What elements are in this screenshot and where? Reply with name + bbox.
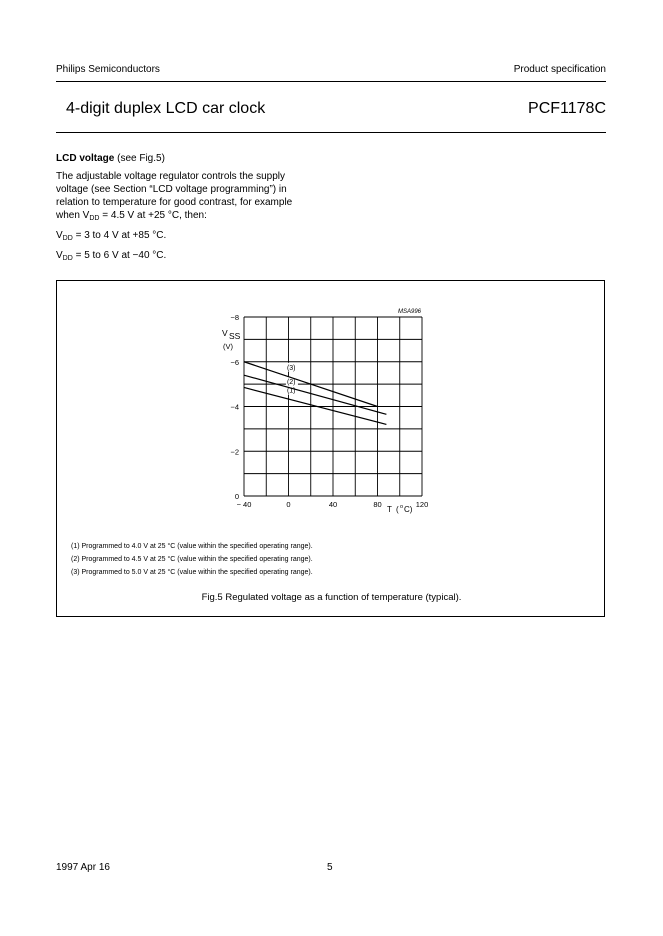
figure-caption: Fig.5 Regulated voltage as a function of temperature (typical).: [201, 592, 462, 603]
vdd-subscript: DD: [62, 235, 73, 242]
series-label: (3): [286, 364, 296, 372]
series-label: (1): [286, 387, 296, 395]
vdd-symbol: V: [56, 230, 63, 241]
section-heading-ref: (see Fig.5): [114, 153, 165, 164]
x-tick-label: 40: [328, 500, 338, 509]
vdd-symbol: V: [56, 250, 63, 261]
series-label: (2): [286, 378, 296, 386]
x-axis-label-degree: o: [400, 504, 404, 510]
y-tick-label: −4: [230, 402, 239, 412]
x-tick-label: 0: [286, 500, 291, 509]
x-axis-label-unit: C): [404, 505, 413, 514]
figure-code: MSA996: [398, 309, 422, 315]
vdd-subscript: DD: [89, 215, 100, 222]
chart-grid: [244, 317, 422, 496]
x-axis-label-symbol: T: [387, 505, 392, 514]
y-axis-label-symbol: V: [222, 328, 228, 338]
vdd-symbol: when V: [56, 210, 90, 221]
x-axis-label-open: (: [396, 505, 399, 514]
header-company: Philips Semiconductors: [56, 64, 160, 75]
paragraph-line-2: voltage (see Section “LCD voltage programming”) in: [56, 184, 287, 195]
series-line: [244, 387, 386, 424]
document-title: 4-digit duplex LCD car clock: [66, 100, 266, 117]
chart-series: [244, 362, 386, 425]
figure-note-2: (2) Programmed to 4.5 V at 25 °C (value within the specified operating range).: [71, 556, 313, 563]
y-tick-label: −6: [230, 357, 239, 367]
page-number: 5: [327, 862, 333, 873]
header-doc-type: Product specification: [513, 64, 606, 75]
y-tick-label: 0: [234, 492, 239, 501]
x-tick-label: 80: [373, 500, 382, 509]
paragraph-line-1: The adjustable voltage regulator controls the supply: [56, 171, 286, 182]
figure-note-1: (1) Programmed to 4.0 V at 25 °C (value within the specified operating range).: [71, 543, 313, 550]
footer-date: 1997 Apr 16: [56, 862, 110, 873]
y-tick-label: −2: [230, 447, 239, 457]
paragraph-line-3: relation to temperature for good contrast, for example: [56, 197, 293, 208]
y-axis-label-subscript: SS: [229, 331, 241, 341]
x-tick-label: − 40: [236, 500, 252, 509]
figure-note-3: (3) Programmed to 5.0 V at 25 °C (value within the specified operating range).: [71, 569, 313, 576]
series-line: [244, 375, 386, 414]
vdd-cold-value: = 5 to 6 V at −40 °C.: [72, 250, 167, 261]
y-axis-unit: (V): [223, 342, 233, 351]
section-heading-bold: LCD voltage: [56, 153, 115, 164]
vdd-subscript: DD: [62, 255, 73, 262]
part-number: PCF1178C: [528, 100, 606, 117]
vdd-hot-value: = 3 to 4 V at +85 °C.: [72, 230, 167, 241]
vdd-condition: = 4.5 V at +25 °C, then:: [99, 210, 207, 221]
x-tick-label: 120: [415, 500, 429, 509]
y-tick-label: −8: [230, 313, 239, 322]
